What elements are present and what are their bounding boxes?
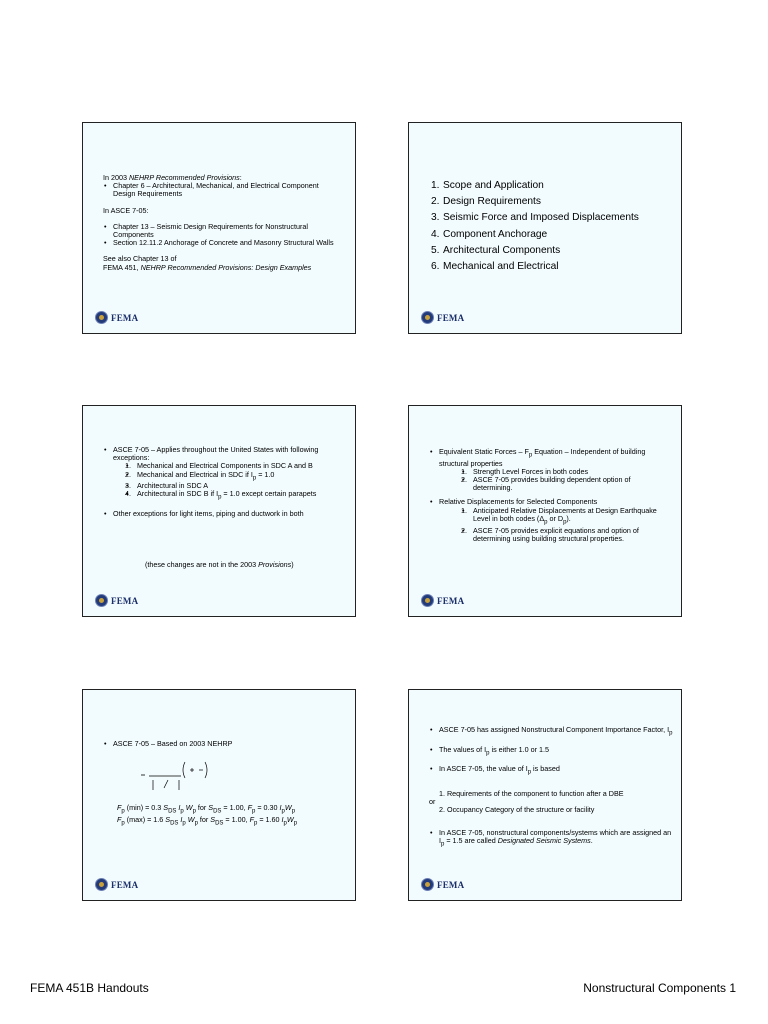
bullet-list [429,498,669,542]
bullet-item: • Relative Displacements for Selected Components • 1. Anticipated Relative Displacements at Design Earthquake Level in both codes ($\Delta_p$ or $D_p$). • 2. ASCE 7-05 provides explicit equations and option of determining using building structural properties. [429,498,669,542]
bullet-item: • In ASCE 7-05, nonstructural components/systems which are assigned an $I_p = 1.5$ are called Designated Seismic Systems. [429,829,674,849]
seal-icon [421,311,434,324]
slide-body [429,448,669,543]
slide-note: (these changes are not in the 2003 Provisions) [145,560,294,569]
numbered-item: • 2. Mechanical and Electrical in SDC if $I_p = 1.0$ [125,471,348,483]
numbered-item: • 3. Architectural in SDC A [125,482,348,490]
numbered-item: • 1. Mechanical and Electrical Components in SDC A and B [125,462,348,470]
slide-references [82,122,356,334]
or-text: or [429,797,436,807]
bullet-list [429,746,674,758]
slide-scope [82,405,356,617]
bullet-list [103,182,343,198]
bullet-item: • Section 12.11.2 Anchorage of Concrete and Masonry Structural Walls [103,239,343,247]
fema-logo: FEMA [421,878,464,891]
numbered-item: 2. Occupancy Category of the structure or facility [439,805,595,815]
slide-design-requirements [408,405,682,617]
bullet-list [103,510,348,518]
numbered-item: • 4. Architectural in SDC B if $I_p = 1.0$ except certain parapets [125,490,348,502]
slide-body [103,446,348,518]
bullet-item: • Equivalent Static Forces – $F_p$ Equation – Independent of building structural properties • 1. Strength Level Forces in both codes • 2. ASCE 7-05 provides building dependent option of determining. [429,448,669,492]
seal-icon [421,878,434,891]
outline-item: 2. Design Requirements [431,196,541,208]
footer-right: Nonstructural Components 1 [583,981,736,995]
bullet-list [429,765,674,777]
numbered-list [461,507,669,543]
fema-logo: FEMA [421,311,464,324]
outline-item: 4. Component Anchorage [431,228,548,240]
numbered-item: • 1. Strength Level Forces in both codes [461,468,669,476]
bullet-item: • ASCE 7-05 – Applies throughout the United States with following exceptions: • 1. Mechanical and Electrical Components in SDC A and B • 2. Mechanical and Electrical in SDC if $I_p = 1.0$ • 3. Architectural in SDC A • 4. Architectural in SDC B if $I_p = 1.0$ except certain parapets [103,446,348,502]
numbered-list [125,462,348,502]
outline-item: 5. Architectural Components [431,244,561,256]
paragraph: In ASCE 7-05: [103,205,149,215]
bullet-list [103,446,348,502]
bullet-list [429,448,669,492]
numbered-item: • 2. ASCE 7-05 provides explicit equations and option of determining using building structural properties. [461,527,669,543]
outline-item: 1. Scope and Application [431,180,544,191]
bullet-item: • ASCE 7-05 has assigned Nonstructural Component Importance Factor, $I_p$ [429,726,674,738]
slide-body [103,740,343,748]
bullet-item: • Chapter 6 – Architectural, Mechanical, and Electrical Component Design Requirements [103,182,343,198]
slide-body [103,174,343,272]
slide-importance-factor [408,689,682,901]
bullet-item: • The values of $I_p$ is either 1.0 or 1.5 [429,746,674,758]
slide-seismic-force [82,689,356,901]
seal-icon [95,311,108,324]
bullet-item: • Other exceptions for light items, piping and ductwork in both [103,510,348,518]
numbered-list [461,468,669,493]
numbered-item: • 2. ASCE 7-05 provides building dependent option of determining. [461,476,669,492]
bullet-list [103,223,343,248]
force-equation-graphic [139,758,209,792]
outline-item: 3. Seismic Force and Imposed Displacements [431,212,639,224]
numbered-item: 1. Requirements of the component to function after a DBE [439,788,624,798]
paragraph: FEMA 451, NEHRP Recommended Provisions: Design Examples [103,262,312,272]
slide-body [429,726,674,848]
slide-outline [408,122,682,334]
paragraph: In 2003 NEHRP Recommended Provisions: [103,173,242,182]
bullet-item: • Chapter 13 – Seismic Design Requirements for Nonstructural Components [103,223,343,239]
outline-item: 6. Mechanical and Electrical [431,261,559,273]
paragraph: See also Chapter 13 of [103,254,177,264]
footer-left: FEMA 451B Handouts [30,981,149,995]
seal-icon [95,878,108,891]
fema-logo: FEMA [95,594,138,607]
fema-logo: FEMA [95,311,138,324]
bullet-list [429,829,674,849]
fema-logo: FEMA [421,594,464,607]
bullet-item: • In ASCE 7-05, the value of $I_p$ is based [429,765,674,777]
outline-list [431,178,639,275]
seal-icon [95,594,108,607]
formula-min: $F_p$ (min) = 0.3 $S_{DS}$ $I_p$ $W_p$ for $S_{DS} = 1.00$, $F_p = 0.30$ $I_pW_p$ [117,803,296,815]
bullet-list [103,740,343,748]
numbered-item: • 1. Anticipated Relative Displacements at Design Earthquake Level in both codes ($\Delta_p$ or $D_p$). [461,507,669,527]
seal-icon [421,594,434,607]
bullet-list [429,726,674,738]
formula-lines [117,804,297,827]
formula-max: $F_p$ (max) = 1.6 $S_{DS}$ $I_p$ $W_p$ for $S_{DS} = 1.00$, $F_p = 1.60$ $I_pW_p$ [117,814,298,827]
fema-logo: FEMA [95,878,138,891]
bullet-item: • ASCE 7-05 – Based on 2003 NEHRP [103,740,343,748]
